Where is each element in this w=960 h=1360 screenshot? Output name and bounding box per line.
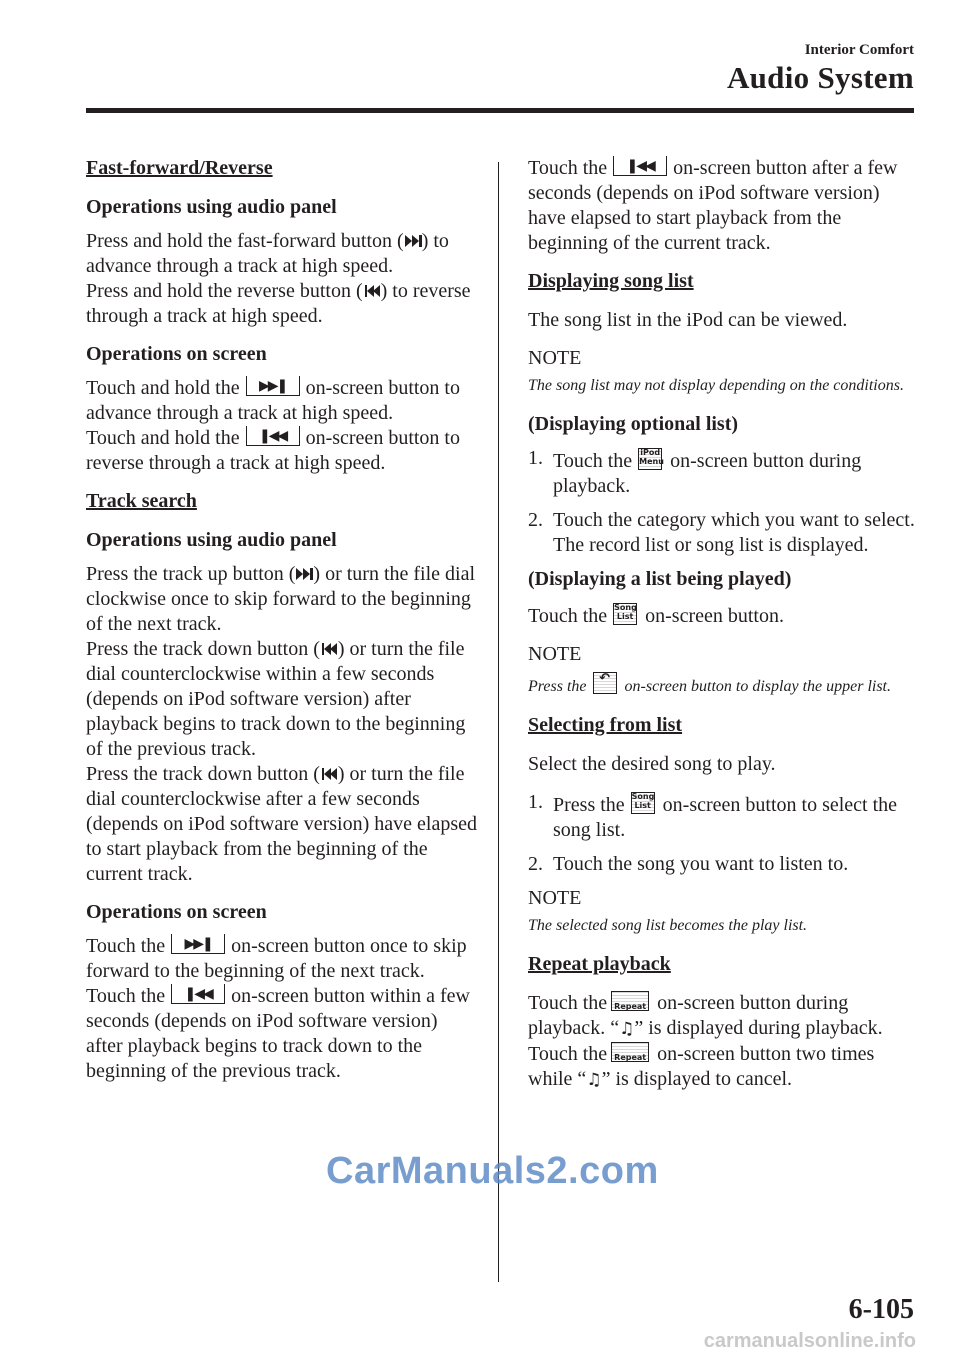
- note-label: NOTE: [528, 347, 582, 369]
- music-note-icon: ♫: [586, 1070, 602, 1090]
- subheading-on-screen: Operations on screen: [86, 343, 267, 365]
- watermark: CarManuals2.com: [326, 1150, 659, 1192]
- repeat-button-icon: Repeat: [611, 1042, 649, 1064]
- subheading-on-screen: Operations on screen: [86, 901, 267, 923]
- paragraph: Press the track down button ( ) or turn the file dial counterclockwise after a few seconds (depends on iPod software version) have elapsed to start playback from the beginning of the current track.: [86, 763, 477, 885]
- left-column: [86, 156, 478, 1084]
- paragraph: The song list in the iPod can be viewed.: [528, 309, 848, 331]
- paragraph: Touch the ▶▶❚ on-screen button once to skip forward to the beginning of the next track.: [86, 935, 467, 982]
- music-note-icon: ♫: [619, 1019, 635, 1039]
- paragraph: Touch the ❚◀◀ on-screen button after a few seconds (depends on iPod software version) have elapsed to start playback from the beginning of the current track.: [528, 157, 898, 254]
- track-up-icon: [295, 565, 313, 583]
- header-section-label: Interior Comfort: [804, 42, 914, 58]
- header-rule: [86, 108, 914, 113]
- subheading-optional-list: (Displaying optional list): [528, 413, 739, 435]
- note-label: NOTE: [528, 887, 582, 909]
- list-item: 2. Touch the song you want to listen to.: [528, 853, 849, 875]
- subheading-audio-panel: Operations using audio panel: [86, 529, 337, 551]
- note-text: The selected song list becomes the play list.: [528, 917, 808, 934]
- note-text: Press the ↶ on-screen button to display the upper list.: [528, 671, 891, 695]
- paragraph: Press the track up button ( ) or turn the file dial clockwise once to skip forward to the beginning of the next track.: [86, 563, 476, 635]
- song-list-button-icon: Song List: [629, 790, 657, 816]
- note-label: NOTE: [528, 643, 582, 665]
- track-up-screen-button-icon: ▶▶❚: [171, 934, 225, 954]
- reverse-screen-button-icon: ❚◀◀: [246, 426, 300, 446]
- note-text: The song list may not display depending on the conditions.: [528, 377, 904, 394]
- track-down-icon: [320, 640, 338, 658]
- reverse-icon: [363, 282, 381, 300]
- list-item: 1. Touch the iPod Menu on-screen button during playback.: [528, 447, 862, 497]
- section-title-selecting-from-list: Selecting from list: [528, 714, 683, 736]
- paragraph: Touch the ❚◀◀ on-screen button within a few seconds (depends on iPod software version) after playback begins to track down to the beginning of the previous track.: [86, 985, 470, 1082]
- subheading-audio-panel: Operations using audio panel: [86, 196, 337, 218]
- list-item: 2. Touch the category which you want to select. The record list or song list is displayed.: [528, 509, 915, 556]
- section-title-fast-forward: Fast-forward/Reverse: [86, 157, 273, 179]
- paragraph: Select the desired song to play.: [528, 753, 776, 775]
- header-title: Audio System: [726, 60, 914, 95]
- paragraph: Press and hold the reverse button ( ) to reverse through a track at high speed.: [86, 280, 471, 327]
- paragraph: Touch the Repeat on-screen button during playback. “♫” is displayed during playback.: [528, 991, 916, 1042]
- song-list-button-icon: Song List: [611, 601, 639, 627]
- section-title-track-search: Track search: [86, 490, 197, 512]
- fast-forward-icon: [404, 232, 422, 250]
- footer-url: carmanualsonline.info: [703, 1330, 916, 1352]
- track-down-icon: [320, 765, 338, 783]
- paragraph: Press the track down button ( ) or turn the file dial counterclockwise within a few seconds (depends on iPod software version) after playback begins to track down to the beginning of the previous track.: [86, 638, 466, 760]
- track-down-screen-button-icon: ❚◀◀: [613, 156, 667, 176]
- subheading-list-being-played: (Displaying a list being played): [528, 568, 792, 590]
- repeat-button-icon: Repeat: [611, 991, 649, 1013]
- paragraph: Touch and hold the ▶▶❚ on-screen button to advance through a track at high speed.: [86, 377, 460, 424]
- fast-forward-screen-button-icon: ▶▶❚: [246, 376, 300, 396]
- paragraph: Press and hold the fast-forward button ( ) to advance through a track at high speed.: [86, 230, 449, 277]
- list-item: 1. Press the Song List on-screen button to select the song list.: [528, 791, 898, 841]
- section-title-displaying-song-list: Displaying song list: [528, 270, 694, 292]
- column-divider: [498, 162, 499, 1282]
- back-button-icon: ↶: [591, 670, 619, 696]
- track-down-screen-button-icon: ❚◀◀: [171, 984, 225, 1004]
- paragraph: Touch the Song List on-screen button.: [528, 603, 784, 627]
- paragraph: Touch and hold the ❚◀◀ on-screen button to reverse through a track at high speed.: [86, 427, 460, 474]
- section-title-repeat-playback: Repeat playback: [528, 953, 671, 975]
- paragraph: Touch the Repeat on-screen button two times while “♫” is displayed to cancel.: [528, 1042, 916, 1093]
- page-number: 6-105: [848, 1294, 914, 1325]
- right-column: [528, 156, 916, 1093]
- ipod-menu-button-icon: iPod Menu: [636, 446, 664, 472]
